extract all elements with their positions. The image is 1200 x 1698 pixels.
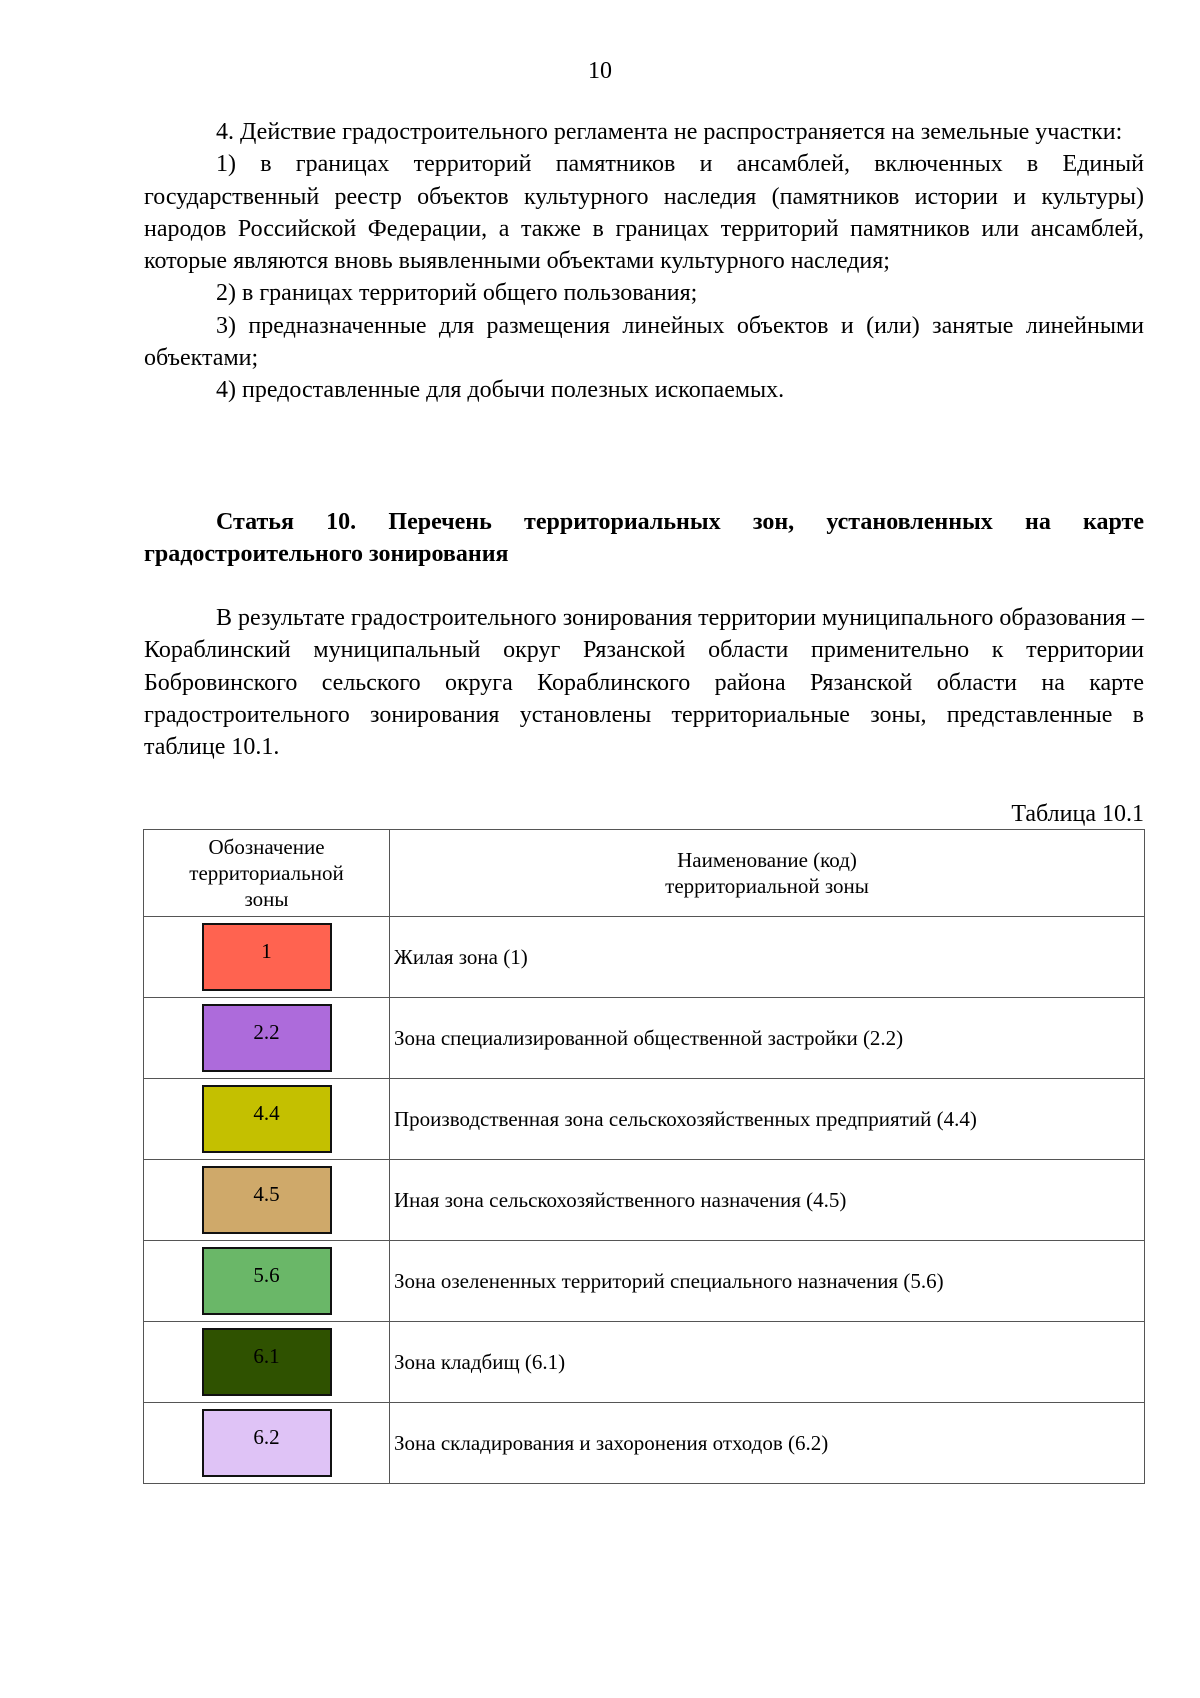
zone-code-cell [144,1322,390,1403]
zone-color-swatch: 6.1 [202,1328,332,1396]
zone-color-swatch: 6.2 [202,1409,332,1477]
zone-color-swatch: 4.5 [202,1166,332,1234]
zone-code-cell [144,1241,390,1322]
header-zone-code [144,830,390,917]
zone-name-cell: Зона складирования и захоронения отходов (6.2) [390,1403,1145,1484]
zone-name-cell: Жилая зона (1) [390,917,1145,998]
zone-name-cell: Зона озелененных территорий специального назначения (5.6) [390,1241,1145,1322]
table-row [144,1160,1145,1241]
zone-color-swatch: 5.6 [202,1247,332,1315]
paragraph: 1) в границах территорий памятников и ансамблей, включенных в Единый государственный реестр объектов культурного наследия (памятников истории и культуры) народов Российской Федерации, а также в границах территорий памятников или ансамблей, которые являются вновь выявленными объектами культурного наследия; [144,151,1144,275]
article-heading: Статья 10. Перечень территориальных зон, установленных на карте градостроительного зонирования [144,509,1144,568]
zone-code-cell [144,917,390,998]
zone-code-cell [144,1403,390,1484]
zone-code-cell [144,1160,390,1241]
table-row [144,917,1145,998]
zone-code-cell [144,1079,390,1160]
zone-name-cell: Зона специализированной общественной застройки (2.2) [390,998,1145,1079]
table-row [144,1241,1145,1322]
paragraph: 3) предназначенные для размещения линейных объектов и (или) занятые линейными объектами; [144,312,1144,372]
zone-name-cell: Зона кладбищ (6.1) [390,1322,1145,1403]
paragraph: В результате градостроительного зонирования территории муниципального образования – Кораблинский муниципальный округ Рязанской области применительно к территории Бобровинского сельского округа Кораблинского района Рязанской области на карте градостроительного зонирования установлены территориальные зоны, представленные в таблице 10.1. [144,605,1144,761]
section-4-text [144,116,1144,407]
table-row [144,1403,1145,1484]
paragraph: 4. Действие градостроительного регламента не распространяется на земельные участки: [216,119,1123,145]
article-text [144,602,1144,763]
table-caption: Таблица 10.1 [1011,801,1144,827]
table-row [144,1322,1145,1403]
zone-color-swatch: 4.4 [202,1085,332,1153]
header-zone-name-text: Наименование (код) территориальной зоны [665,848,869,898]
zone-code-cell [144,998,390,1079]
header-zone-code-text: Обозначение территориальной зоны [189,835,344,911]
paragraph: 4) предоставленные для добычи полезных ископаемых. [216,377,785,404]
zone-color-swatch: 2.2 [202,1004,332,1072]
page-number: 10 [588,58,612,84]
zone-name-cell: Иная зона сельскохозяйственного назначения (4.5) [390,1160,1145,1241]
table-row [144,1079,1145,1160]
table-header-row [144,830,1145,917]
header-zone-name [390,830,1145,917]
zone-color-swatch: 1 [202,923,332,991]
zone-name-cell: Производственная зона сельскохозяйственных предприятий (4.4) [390,1079,1145,1160]
zones-table [143,829,1145,1484]
paragraph: 2) в границах территорий общего пользования; [216,280,698,307]
table-row [144,998,1145,1079]
